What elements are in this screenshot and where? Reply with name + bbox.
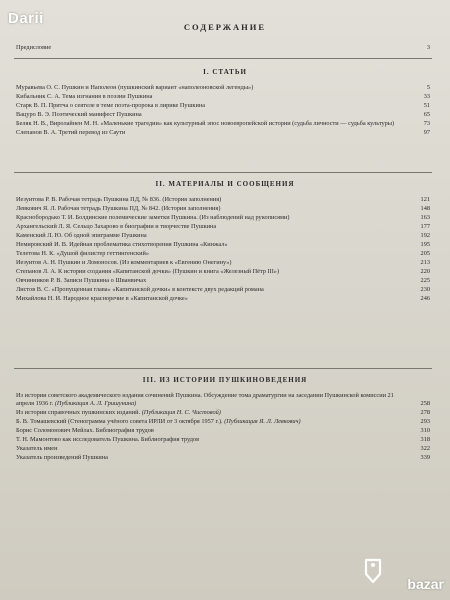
divider — [14, 58, 432, 59]
toc-entry: Каменский Л. Ю. Об одной эпиграмме Пушкина 192 — [16, 231, 430, 239]
section-title: II. МАТЕРИАЛЫ И СООБЩЕНИЯ — [155, 180, 295, 188]
watermark-logo-bottom: bazar — [362, 556, 444, 596]
toc-entry: Т. Н. Мамонтово как исследователь Пушкина. Библиография трудов 318 — [16, 435, 430, 443]
toc-entry: Иезуитов А. Н. Пушкин и Ломоносов. (Из комментариев к «Евгению Онегину») 213 — [16, 258, 430, 266]
toc-entry: Кибальник С. А. Тема изгнания в поэзии Пушкина 33 — [16, 92, 430, 100]
section1-entries — [16, 84, 430, 138]
toc-entry: Михайлова Н. И. Народное красноречие в «Капитанской дочке» 246 — [16, 294, 430, 302]
toc-entry: Степанов Л. А. К истории создания «Капитанской дочки» (Пушкин и книга «Железный Пётр III») 220 — [16, 267, 430, 275]
section2-entries — [16, 196, 430, 304]
toc-entry: Листов В. С. «Пропущенная глава» «Капитанской дочки» в контексте двух редакций романа 230 — [16, 285, 430, 293]
section3-entries — [16, 392, 430, 462]
toc-entry: Архангельский Л. Я. Сельцо Захарово в биографии и творчестве Пушкина 177 — [16, 222, 430, 230]
divider — [14, 172, 432, 173]
toc-entry: Левкович Я. Л. Рабочая тетрадь Пушкина ПД, № 842. (История заполнения) 148 — [16, 204, 430, 212]
toc-entry: Борис Соломонович Мейлах. Библиография трудов 310 — [16, 426, 430, 434]
tag-icon — [362, 558, 384, 584]
toc-entry: Из истории советского академического издания сочинений Пушкина. Обсуждение тома драматургии на заседании Пушкинской комиссии 21 апреля 1936 г. (Публикация А. Л. Гришунина) 258 — [16, 392, 430, 407]
toc-title: СОДЕРЖАНИЕ — [183, 22, 267, 32]
toc-entry: Слепанов В. А. Третий перевод из Саути 97 — [16, 128, 430, 136]
section-title: III. ИЗ ИСТОРИИ ПУШКИНОВЕДЕНИЯ — [142, 376, 308, 384]
toc-entry: Старк В. П. Притча о сеятеле в теме поэта-пророка в лирике Пушкина 51 — [16, 101, 430, 109]
toc-entry-index: Указатель имен 322 — [16, 444, 430, 452]
toc-entry: Иезуитова Р. В. Рабочая тетрадь Пушкина ПД, № 836. (История заполнения) 121 — [16, 196, 430, 203]
divider — [14, 368, 432, 369]
toc-entry: Немировский И. В. Идейная проблематика стихотворения Пушкина «Кинжал» 195 — [16, 240, 430, 248]
toc-entry-index: Указатель произведений Пушкина 339 — [16, 453, 430, 461]
toc-entry-preface: Предисловие 3 — [16, 44, 430, 51]
toc-entry: Телетова Н. К. «Душой филистер геттингенский» 205 — [16, 249, 430, 257]
toc-entry: Из истории справочных пушкинских изданий. (Публикация Н. С. Чистовой) 278 — [16, 408, 430, 416]
toc-entry: Овчинников Р. В. Записи Пушкина о Шванвичах 225 — [16, 276, 430, 284]
toc-entry: Краснобородько Т. И. Болдинские полемические заметки Пушкина. (Из наблюдений над рукописями) 163 — [16, 213, 430, 221]
preface-block — [16, 44, 430, 53]
toc-entry: Б. В. Томашевский (Стенограмма учёного совета ИРЛИ от 3 октября 1957 г.). (Публикация Я. Л. Левкович) 293 — [16, 417, 430, 425]
watermark-logo-top: Darii — [8, 10, 44, 27]
toc-entry: Муравьева О. С. Пушкин и Наполеон (пушкинский вариант «наполеоновской легенды») 5 — [16, 84, 430, 91]
toc-entry: Вацуро В. Э. Поэтический манифест Пушкина 65 — [16, 110, 430, 118]
toc-entry: Беляк Н. В., Виролайнен М. Н. «Маленькие трагедии» как культурный эпос новоевропейской истории (судьба личности — судьба культуры) 73 — [16, 119, 430, 127]
section-title: I. СТАТЬИ — [203, 68, 247, 76]
